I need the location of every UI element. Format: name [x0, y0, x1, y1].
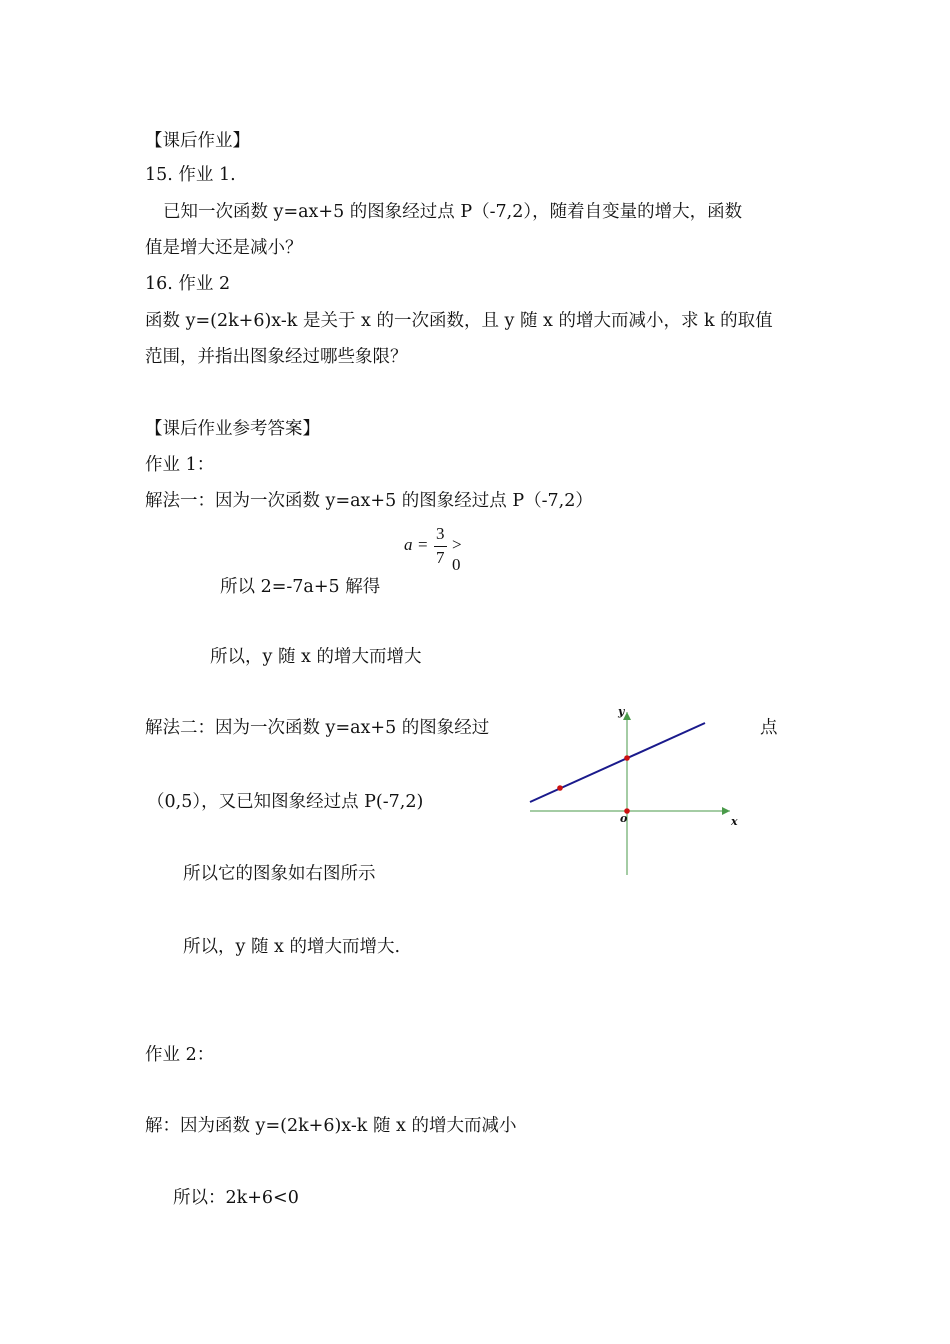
linear-function-graph: [520, 700, 750, 880]
formula-greater-than-zero: > 0: [452, 535, 462, 574]
function-line: [530, 723, 705, 802]
y-axis-label: y: [618, 705, 625, 718]
formula-denominator: 7: [436, 548, 445, 567]
homework-2-title: 16. 作业 2: [145, 274, 231, 294]
answer-2-title: 作业 2：: [145, 1045, 215, 1065]
homework-1-question-line2: 值是增大还是减小？: [145, 238, 303, 258]
homework-1-question-line1: 已知一次函数 y=ax+5 的图象经过点 P（-7,2），随着自变量的增大，函数: [163, 202, 743, 222]
point-p: [557, 785, 563, 791]
answer-1-graph-note: 所以它的图象如右图所示: [183, 864, 376, 884]
x-axis-label: x: [731, 815, 738, 828]
fraction-bar: [434, 546, 447, 547]
homework-2-question-line1: 函数 y=(2k+6)x-k 是关于 x 的一次函数，且 y 随 x 的增大而减小，求 k 的取值: [145, 311, 773, 331]
answer-1-method-2-continued: （0,5），又已知图象经过点 P(-7,2): [147, 792, 424, 812]
answer-1-method-1: 解法一：因为一次函数 y=ax+5 的图象经过点 P（-7,2）: [145, 491, 593, 511]
formula-numerator: 3: [436, 524, 445, 543]
homework-2-question-line2: 范围，并指出图象经过哪些象限？: [145, 347, 408, 367]
answer-2-line1: 解：因为函数 y=(2k+6)x-k 随 x 的增大而减小: [145, 1116, 517, 1136]
x-axis-arrow: [722, 807, 730, 815]
answer-1-so-conclusion: 所以，y 随 x 的增大而增大: [210, 647, 422, 667]
answer-1-method-2-point: 点: [760, 718, 778, 738]
answer-1-title: 作业 1：: [145, 455, 215, 475]
answer-2-line2: 所以：2k+6<0: [173, 1188, 299, 1208]
section-heading-homework: 【课后作业】: [145, 131, 250, 151]
answer-1-so-equation: 所以 2=-7a+5 解得: [220, 577, 381, 597]
answer-1-conclusion: 所以，y 随 x 的增大而增大.: [183, 937, 401, 957]
answer-1-method-2: 解法二：因为一次函数 y=ax+5 的图象经过: [145, 718, 490, 738]
homework-1-title: 15. 作业 1.: [145, 165, 236, 185]
point-y-intercept: [624, 755, 630, 761]
section-heading-answers: 【课后作业参考答案】: [145, 419, 320, 439]
formula-variable: a: [404, 535, 413, 554]
origin-label: o: [620, 812, 628, 825]
formula-equals: =: [418, 535, 428, 554]
